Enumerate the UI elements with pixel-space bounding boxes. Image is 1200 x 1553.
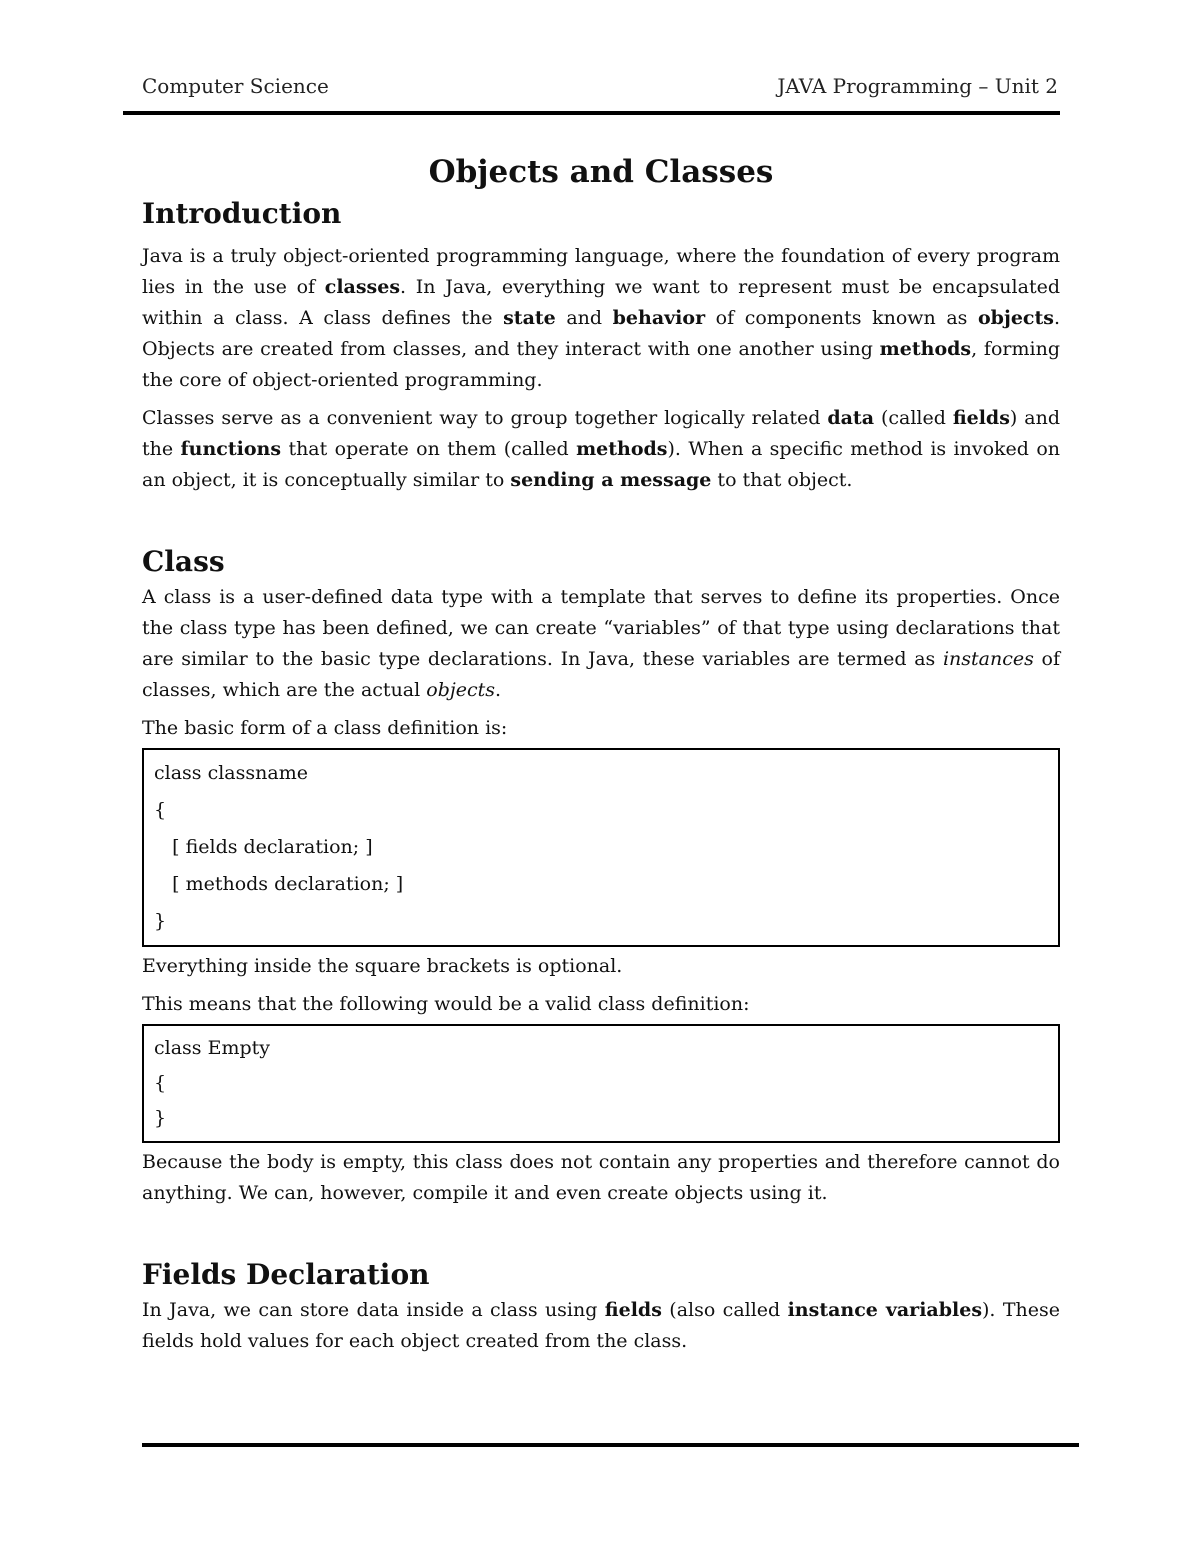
code-line: class classname: [154, 762, 308, 784]
page-body: [142, 146, 1060, 1357]
header-unit: JAVA Programming – Unit 2: [777, 74, 1058, 98]
class-paragraph-4: This means that the following would be a valid class definition:: [142, 993, 750, 1015]
page-title: Objects and Classes: [428, 154, 774, 190]
footer-rule: [142, 1443, 1079, 1447]
intro-paragraph-2: Classes serve as a convenient way to group together logically related data (called fields) and the functions that operate on them (called methods). When a specific method is invoked on an object, it is conceptually similar to sending a message to that object.: [142, 407, 1061, 491]
fields-paragraph-1: In Java, we can store data inside a class using fields (also called instance variables). These fields hold values for each object created from the class.: [142, 1299, 1060, 1352]
code-line: {: [154, 799, 167, 821]
class-paragraph-1: A class is a user-defined data type with a template that serves to define its properties. Once the class type has been defined, we can create “variables” of that type using declarations that are similar to the basic type declarations. In Java, these variables are termed as instances of classes, which are the actual objects.: [142, 586, 1060, 701]
code-line: [ fields declaration; ]: [154, 836, 373, 858]
header-course: Computer Science: [142, 74, 329, 98]
header-rule: [123, 111, 1060, 115]
heading-fields-declaration: Fields Declaration: [142, 1258, 430, 1291]
heading-class: Class: [142, 545, 225, 578]
heading-introduction: Introduction: [142, 197, 342, 230]
code-block-empty-class: [142, 1024, 1060, 1143]
class-paragraph-5: Because the body is empty, this class does not contain any properties and therefore cannot do anything. We can, however, compile it and even create objects using it.: [142, 1151, 1060, 1204]
code-line: class Empty: [154, 1037, 271, 1059]
code-block-class-definition: [142, 748, 1060, 947]
class-paragraph-2: The basic form of a class definition is:: [142, 717, 508, 739]
code-line: }: [154, 910, 167, 932]
code-line: {: [154, 1072, 167, 1094]
class-paragraph-3: Everything inside the square brackets is optional.: [142, 955, 623, 977]
code-line: }: [154, 1107, 167, 1129]
code-line: [ methods declaration; ]: [154, 873, 404, 895]
intro-paragraph-1: Java is a truly object-oriented programming language, where the foundation of every program lies in the use of classes. In Java, everything we want to represent must be encapsulated within a class. A class defines the state and behavior of components known as objects. Objects are created from classes, and they interact with one another using methods, forming the core of object-oriented programming.: [142, 245, 1060, 391]
